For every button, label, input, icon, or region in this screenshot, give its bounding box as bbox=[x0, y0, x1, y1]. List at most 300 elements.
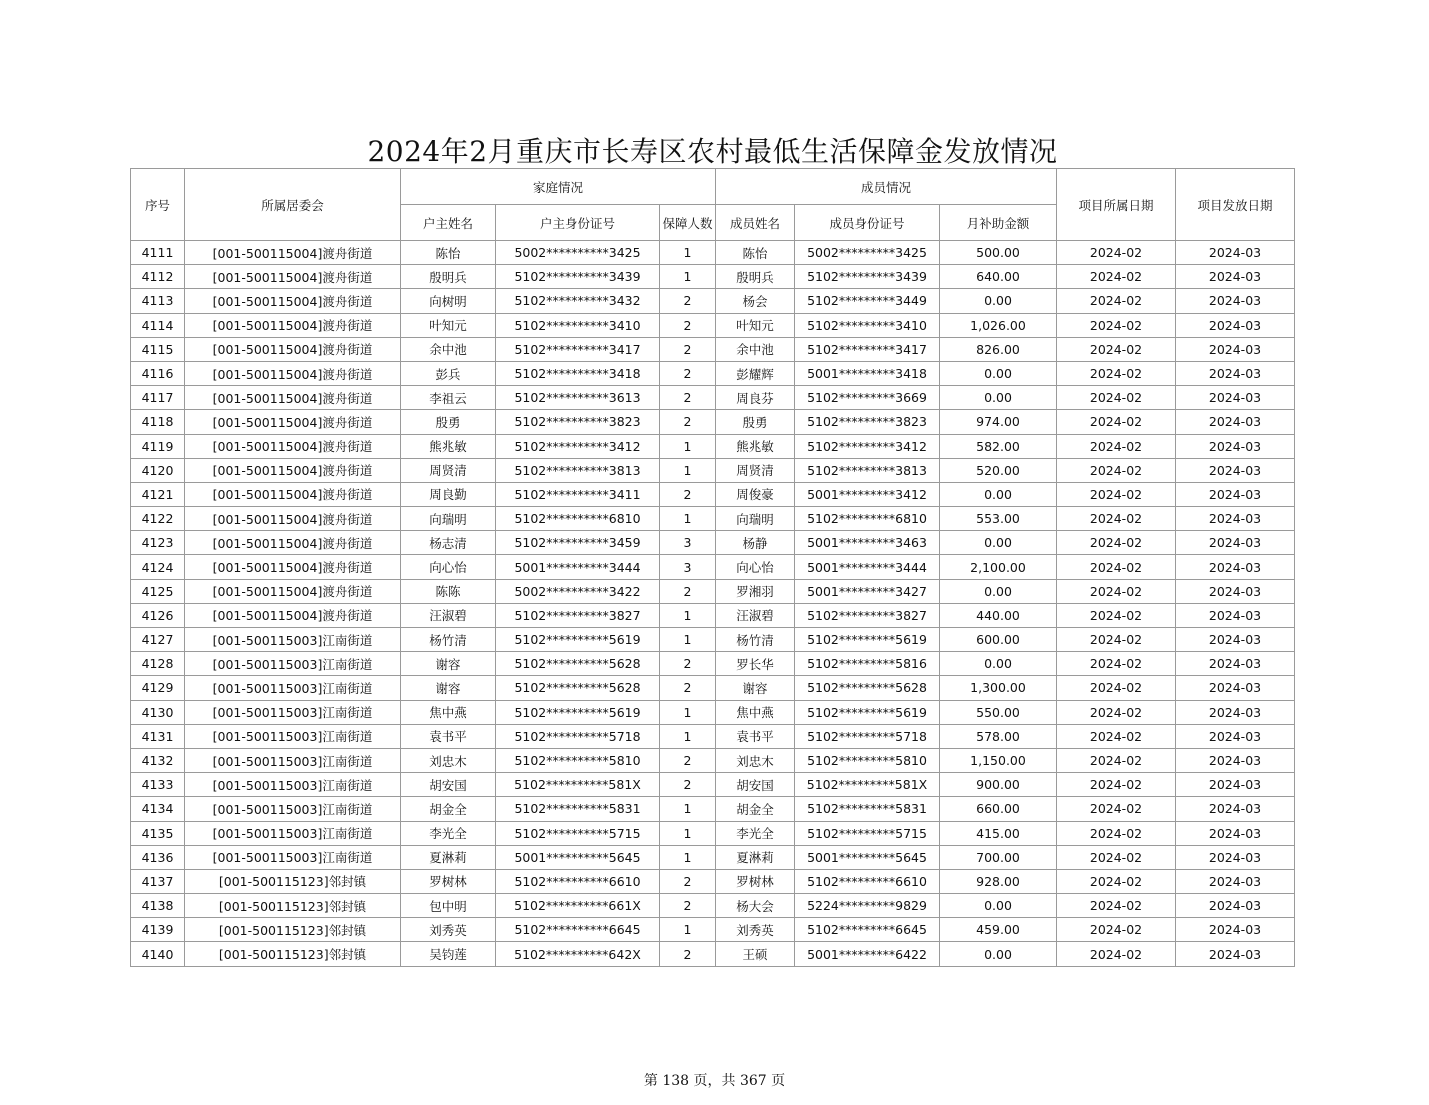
issue-date-cell: 2024-03 bbox=[1176, 579, 1295, 603]
monthly-amount-cell: 0.00 bbox=[940, 361, 1057, 385]
covered-count-cell: 1 bbox=[660, 700, 716, 724]
table-row bbox=[131, 845, 1295, 869]
seq-cell: 4139 bbox=[131, 918, 185, 942]
monthly-amount-cell: 900.00 bbox=[940, 773, 1057, 797]
monthly-amount-cell: 0.00 bbox=[940, 579, 1057, 603]
member-name-cell: 周良芬 bbox=[716, 386, 795, 410]
seq-cell: 4132 bbox=[131, 748, 185, 772]
head-name-cell: 殷勇 bbox=[401, 410, 496, 434]
member-id-cell: 5224*********9829 bbox=[795, 894, 940, 918]
seq-cell: 4119 bbox=[131, 434, 185, 458]
head-name-cell: 杨志清 bbox=[401, 531, 496, 555]
table-row bbox=[131, 942, 1295, 966]
header-project-date: 项目所属日期 bbox=[1057, 169, 1176, 241]
monthly-amount-cell: 0.00 bbox=[940, 894, 1057, 918]
covered-count-cell: 3 bbox=[660, 531, 716, 555]
member-name-cell: 向心怡 bbox=[716, 555, 795, 579]
project-date-cell: 2024-02 bbox=[1057, 942, 1176, 966]
issue-date-cell: 2024-03 bbox=[1176, 869, 1295, 893]
head-name-cell: 胡安国 bbox=[401, 773, 496, 797]
member-name-cell: 杨大会 bbox=[716, 894, 795, 918]
member-name-cell: 罗湘羽 bbox=[716, 579, 795, 603]
monthly-amount-cell: 0.00 bbox=[940, 652, 1057, 676]
header-row-1 bbox=[131, 169, 1295, 205]
head-id-cell: 5102**********5628 bbox=[496, 652, 660, 676]
covered-count-cell: 2 bbox=[660, 482, 716, 506]
table-row bbox=[131, 773, 1295, 797]
head-name-cell: 焦中燕 bbox=[401, 700, 496, 724]
head-name-cell: 余中池 bbox=[401, 337, 496, 361]
covered-count-cell: 1 bbox=[660, 724, 716, 748]
member-id-cell: 5102*********5619 bbox=[795, 628, 940, 652]
member-name-cell: 殷明兵 bbox=[716, 265, 795, 289]
table-row bbox=[131, 265, 1295, 289]
member-id-cell: 5102*********3827 bbox=[795, 603, 940, 627]
head-id-cell: 5102**********3412 bbox=[496, 434, 660, 458]
monthly-amount-cell: 578.00 bbox=[940, 724, 1057, 748]
member-name-cell: 焦中燕 bbox=[716, 700, 795, 724]
covered-count-cell: 1 bbox=[660, 628, 716, 652]
member-name-cell: 夏淋莉 bbox=[716, 845, 795, 869]
head-id-cell: 5102**********3411 bbox=[496, 482, 660, 506]
head-name-cell: 汪淑碧 bbox=[401, 603, 496, 627]
monthly-amount-cell: 520.00 bbox=[940, 458, 1057, 482]
member-id-cell: 5001*********3463 bbox=[795, 531, 940, 555]
monthly-amount-cell: 1,300.00 bbox=[940, 676, 1057, 700]
head-name-cell: 向瑞明 bbox=[401, 507, 496, 531]
monthly-amount-cell: 928.00 bbox=[940, 869, 1057, 893]
head-id-cell: 5002**********3422 bbox=[496, 579, 660, 603]
member-id-cell: 5102*********5718 bbox=[795, 724, 940, 748]
member-id-cell: 5002*********3425 bbox=[795, 241, 940, 265]
member-id-cell: 5102*********5715 bbox=[795, 821, 940, 845]
issue-date-cell: 2024-03 bbox=[1176, 773, 1295, 797]
committee-cell: [001-500115004]渡舟街道 bbox=[185, 531, 401, 555]
table-row bbox=[131, 797, 1295, 821]
project-date-cell: 2024-02 bbox=[1057, 410, 1176, 434]
covered-count-cell: 2 bbox=[660, 410, 716, 434]
monthly-amount-cell: 582.00 bbox=[940, 434, 1057, 458]
head-id-cell: 5102**********3827 bbox=[496, 603, 660, 627]
member-id-cell: 5001*********3427 bbox=[795, 579, 940, 603]
project-date-cell: 2024-02 bbox=[1057, 434, 1176, 458]
monthly-amount-cell: 974.00 bbox=[940, 410, 1057, 434]
committee-cell: [001-500115004]渡舟街道 bbox=[185, 555, 401, 579]
monthly-amount-cell: 1,150.00 bbox=[940, 748, 1057, 772]
member-name-cell: 胡金全 bbox=[716, 797, 795, 821]
monthly-amount-cell: 660.00 bbox=[940, 797, 1057, 821]
project-date-cell: 2024-02 bbox=[1057, 531, 1176, 555]
project-date-cell: 2024-02 bbox=[1057, 265, 1176, 289]
seq-cell: 4136 bbox=[131, 845, 185, 869]
head-id-cell: 5102**********5619 bbox=[496, 700, 660, 724]
issue-date-cell: 2024-03 bbox=[1176, 313, 1295, 337]
member-name-cell: 刘秀英 bbox=[716, 918, 795, 942]
header-head-name: 户主姓名 bbox=[401, 205, 496, 241]
monthly-amount-cell: 600.00 bbox=[940, 628, 1057, 652]
project-date-cell: 2024-02 bbox=[1057, 603, 1176, 627]
committee-cell: [001-500115004]渡舟街道 bbox=[185, 603, 401, 627]
member-name-cell: 杨会 bbox=[716, 289, 795, 313]
covered-count-cell: 2 bbox=[660, 313, 716, 337]
table-row bbox=[131, 579, 1295, 603]
issue-date-cell: 2024-03 bbox=[1176, 555, 1295, 579]
member-name-cell: 李光全 bbox=[716, 821, 795, 845]
member-name-cell: 罗长华 bbox=[716, 652, 795, 676]
head-name-cell: 向树明 bbox=[401, 289, 496, 313]
covered-count-cell: 1 bbox=[660, 507, 716, 531]
head-id-cell: 5102**********642X bbox=[496, 942, 660, 966]
header-monthly-amount: 月补助金额 bbox=[940, 205, 1057, 241]
monthly-amount-cell: 553.00 bbox=[940, 507, 1057, 531]
issue-date-cell: 2024-03 bbox=[1176, 724, 1295, 748]
member-id-cell: 5102*********5831 bbox=[795, 797, 940, 821]
monthly-amount-cell: 415.00 bbox=[940, 821, 1057, 845]
head-id-cell: 5102**********3432 bbox=[496, 289, 660, 313]
issue-date-cell: 2024-03 bbox=[1176, 337, 1295, 361]
member-id-cell: 5102*********3412 bbox=[795, 434, 940, 458]
member-name-cell: 袁书平 bbox=[716, 724, 795, 748]
head-id-cell: 5102**********6610 bbox=[496, 869, 660, 893]
member-name-cell: 周俊豪 bbox=[716, 482, 795, 506]
head-name-cell: 袁书平 bbox=[401, 724, 496, 748]
committee-cell: [001-500115123]邻封镇 bbox=[185, 869, 401, 893]
header-covered-count: 保障人数 bbox=[660, 205, 716, 241]
member-id-cell: 5102*********3410 bbox=[795, 313, 940, 337]
committee-cell: [001-500115003]江南街道 bbox=[185, 773, 401, 797]
covered-count-cell: 2 bbox=[660, 869, 716, 893]
committee-cell: [001-500115004]渡舟街道 bbox=[185, 337, 401, 361]
project-date-cell: 2024-02 bbox=[1057, 337, 1176, 361]
seq-cell: 4127 bbox=[131, 628, 185, 652]
seq-cell: 4125 bbox=[131, 579, 185, 603]
head-name-cell: 刘忠木 bbox=[401, 748, 496, 772]
project-date-cell: 2024-02 bbox=[1057, 894, 1176, 918]
member-id-cell: 5102*********6810 bbox=[795, 507, 940, 531]
table-row bbox=[131, 507, 1295, 531]
seq-cell: 4140 bbox=[131, 942, 185, 966]
covered-count-cell: 3 bbox=[660, 555, 716, 579]
monthly-amount-cell: 550.00 bbox=[940, 700, 1057, 724]
header-head-id: 户主身份证号 bbox=[496, 205, 660, 241]
issue-date-cell: 2024-03 bbox=[1176, 821, 1295, 845]
monthly-amount-cell: 500.00 bbox=[940, 241, 1057, 265]
covered-count-cell: 2 bbox=[660, 748, 716, 772]
table-row bbox=[131, 386, 1295, 410]
seq-cell: 4131 bbox=[131, 724, 185, 748]
issue-date-cell: 2024-03 bbox=[1176, 942, 1295, 966]
member-name-cell: 胡安国 bbox=[716, 773, 795, 797]
head-name-cell: 谢容 bbox=[401, 676, 496, 700]
seq-cell: 4128 bbox=[131, 652, 185, 676]
head-id-cell: 5102**********5715 bbox=[496, 821, 660, 845]
monthly-amount-cell: 459.00 bbox=[940, 918, 1057, 942]
seq-cell: 4114 bbox=[131, 313, 185, 337]
table-row bbox=[131, 361, 1295, 385]
seq-cell: 4133 bbox=[131, 773, 185, 797]
member-name-cell: 谢容 bbox=[716, 676, 795, 700]
committee-cell: [001-500115004]渡舟街道 bbox=[185, 507, 401, 531]
committee-cell: [001-500115003]江南街道 bbox=[185, 821, 401, 845]
member-id-cell: 5102*********5816 bbox=[795, 652, 940, 676]
table-row bbox=[131, 628, 1295, 652]
committee-cell: [001-500115004]渡舟街道 bbox=[185, 386, 401, 410]
project-date-cell: 2024-02 bbox=[1057, 748, 1176, 772]
head-name-cell: 包中明 bbox=[401, 894, 496, 918]
seq-cell: 4115 bbox=[131, 337, 185, 361]
monthly-amount-cell: 0.00 bbox=[940, 289, 1057, 313]
committee-cell: [001-500115004]渡舟街道 bbox=[185, 410, 401, 434]
seq-cell: 4113 bbox=[131, 289, 185, 313]
head-name-cell: 殷明兵 bbox=[401, 265, 496, 289]
seq-cell: 4112 bbox=[131, 265, 185, 289]
covered-count-cell: 2 bbox=[660, 361, 716, 385]
covered-count-cell: 2 bbox=[660, 337, 716, 361]
table-row bbox=[131, 748, 1295, 772]
monthly-amount-cell: 2,100.00 bbox=[940, 555, 1057, 579]
issue-date-cell: 2024-03 bbox=[1176, 241, 1295, 265]
project-date-cell: 2024-02 bbox=[1057, 361, 1176, 385]
head-name-cell: 夏淋莉 bbox=[401, 845, 496, 869]
member-id-cell: 5001*********3412 bbox=[795, 482, 940, 506]
monthly-amount-cell: 440.00 bbox=[940, 603, 1057, 627]
seq-cell: 4111 bbox=[131, 241, 185, 265]
head-id-cell: 5102**********5831 bbox=[496, 797, 660, 821]
head-name-cell: 周良勤 bbox=[401, 482, 496, 506]
committee-cell: [001-500115004]渡舟街道 bbox=[185, 361, 401, 385]
head-name-cell: 彭兵 bbox=[401, 361, 496, 385]
member-name-cell: 叶知元 bbox=[716, 313, 795, 337]
member-id-cell: 5102*********5619 bbox=[795, 700, 940, 724]
header-seq: 序号 bbox=[131, 169, 185, 241]
member-id-cell: 5001*********3444 bbox=[795, 555, 940, 579]
seq-cell: 4117 bbox=[131, 386, 185, 410]
head-id-cell: 5102**********5619 bbox=[496, 628, 660, 652]
issue-date-cell: 2024-03 bbox=[1176, 797, 1295, 821]
covered-count-cell: 2 bbox=[660, 652, 716, 676]
monthly-amount-cell: 0.00 bbox=[940, 531, 1057, 555]
member-id-cell: 5001*********6422 bbox=[795, 942, 940, 966]
table-row bbox=[131, 410, 1295, 434]
project-date-cell: 2024-02 bbox=[1057, 289, 1176, 313]
table-row bbox=[131, 289, 1295, 313]
head-name-cell: 谢容 bbox=[401, 652, 496, 676]
head-id-cell: 5102**********6810 bbox=[496, 507, 660, 531]
monthly-amount-cell: 826.00 bbox=[940, 337, 1057, 361]
member-name-cell: 余中池 bbox=[716, 337, 795, 361]
covered-count-cell: 2 bbox=[660, 773, 716, 797]
covered-count-cell: 2 bbox=[660, 386, 716, 410]
covered-count-cell: 1 bbox=[660, 434, 716, 458]
seq-cell: 4138 bbox=[131, 894, 185, 918]
covered-count-cell: 1 bbox=[660, 241, 716, 265]
issue-date-cell: 2024-03 bbox=[1176, 603, 1295, 627]
table-row bbox=[131, 603, 1295, 627]
head-id-cell: 5102**********3418 bbox=[496, 361, 660, 385]
member-name-cell: 王硕 bbox=[716, 942, 795, 966]
issue-date-cell: 2024-03 bbox=[1176, 531, 1295, 555]
table-row bbox=[131, 652, 1295, 676]
member-id-cell: 5102*********5810 bbox=[795, 748, 940, 772]
issue-date-cell: 2024-03 bbox=[1176, 652, 1295, 676]
issue-date-cell: 2024-03 bbox=[1176, 361, 1295, 385]
project-date-cell: 2024-02 bbox=[1057, 821, 1176, 845]
member-id-cell: 5102*********5628 bbox=[795, 676, 940, 700]
header-member-name: 成员姓名 bbox=[716, 205, 795, 241]
project-date-cell: 2024-02 bbox=[1057, 482, 1176, 506]
project-date-cell: 2024-02 bbox=[1057, 579, 1176, 603]
committee-cell: [001-500115004]渡舟街道 bbox=[185, 434, 401, 458]
committee-cell: [001-500115003]江南街道 bbox=[185, 652, 401, 676]
member-name-cell: 周贤清 bbox=[716, 458, 795, 482]
issue-date-cell: 2024-03 bbox=[1176, 676, 1295, 700]
head-name-cell: 李光全 bbox=[401, 821, 496, 845]
head-id-cell: 5102**********3613 bbox=[496, 386, 660, 410]
seq-cell: 4124 bbox=[131, 555, 185, 579]
project-date-cell: 2024-02 bbox=[1057, 869, 1176, 893]
head-id-cell: 5102**********3439 bbox=[496, 265, 660, 289]
header-member-id: 成员身份证号 bbox=[795, 205, 940, 241]
seq-cell: 4122 bbox=[131, 507, 185, 531]
head-id-cell: 5001**********3444 bbox=[496, 555, 660, 579]
member-id-cell: 5102*********6610 bbox=[795, 869, 940, 893]
project-date-cell: 2024-02 bbox=[1057, 628, 1176, 652]
member-name-cell: 向瑞明 bbox=[716, 507, 795, 531]
header-family-group: 家庭情况 bbox=[401, 169, 716, 205]
issue-date-cell: 2024-03 bbox=[1176, 434, 1295, 458]
project-date-cell: 2024-02 bbox=[1057, 724, 1176, 748]
seq-cell: 4120 bbox=[131, 458, 185, 482]
issue-date-cell: 2024-03 bbox=[1176, 289, 1295, 313]
header-member-group: 成员情况 bbox=[716, 169, 1057, 205]
head-id-cell: 5102**********5628 bbox=[496, 676, 660, 700]
head-name-cell: 杨竹清 bbox=[401, 628, 496, 652]
member-id-cell: 5102*********581X bbox=[795, 773, 940, 797]
head-name-cell: 陈怡 bbox=[401, 241, 496, 265]
member-id-cell: 5001*********3418 bbox=[795, 361, 940, 385]
issue-date-cell: 2024-03 bbox=[1176, 845, 1295, 869]
seq-cell: 4126 bbox=[131, 603, 185, 627]
project-date-cell: 2024-02 bbox=[1057, 507, 1176, 531]
issue-date-cell: 2024-03 bbox=[1176, 700, 1295, 724]
covered-count-cell: 2 bbox=[660, 289, 716, 313]
committee-cell: [001-500115004]渡舟街道 bbox=[185, 458, 401, 482]
project-date-cell: 2024-02 bbox=[1057, 918, 1176, 942]
member-id-cell: 5001*********5645 bbox=[795, 845, 940, 869]
covered-count-cell: 2 bbox=[660, 676, 716, 700]
member-id-cell: 5102*********6645 bbox=[795, 918, 940, 942]
project-date-cell: 2024-02 bbox=[1057, 313, 1176, 337]
covered-count-cell: 2 bbox=[660, 894, 716, 918]
project-date-cell: 2024-02 bbox=[1057, 458, 1176, 482]
table-row bbox=[131, 821, 1295, 845]
monthly-amount-cell: 0.00 bbox=[940, 942, 1057, 966]
table-body bbox=[131, 241, 1295, 967]
committee-cell: [001-500115123]邻封镇 bbox=[185, 942, 401, 966]
covered-count-cell: 1 bbox=[660, 458, 716, 482]
committee-cell: [001-500115123]邻封镇 bbox=[185, 894, 401, 918]
issue-date-cell: 2024-03 bbox=[1176, 748, 1295, 772]
table-row bbox=[131, 555, 1295, 579]
seq-cell: 4135 bbox=[131, 821, 185, 845]
covered-count-cell: 1 bbox=[660, 918, 716, 942]
table-row bbox=[131, 434, 1295, 458]
committee-cell: [001-500115004]渡舟街道 bbox=[185, 289, 401, 313]
table-row bbox=[131, 337, 1295, 361]
committee-cell: [001-500115123]邻封镇 bbox=[185, 918, 401, 942]
committee-cell: [001-500115003]江南街道 bbox=[185, 748, 401, 772]
head-name-cell: 向心怡 bbox=[401, 555, 496, 579]
header-issue-date: 项目发放日期 bbox=[1176, 169, 1295, 241]
issue-date-cell: 2024-03 bbox=[1176, 265, 1295, 289]
member-id-cell: 5102*********3439 bbox=[795, 265, 940, 289]
covered-count-cell: 1 bbox=[660, 821, 716, 845]
member-id-cell: 5102*********3823 bbox=[795, 410, 940, 434]
seq-cell: 4123 bbox=[131, 531, 185, 555]
covered-count-cell: 1 bbox=[660, 797, 716, 821]
committee-cell: [001-500115003]江南街道 bbox=[185, 676, 401, 700]
head-id-cell: 5102**********3459 bbox=[496, 531, 660, 555]
monthly-amount-cell: 0.00 bbox=[940, 386, 1057, 410]
head-name-cell: 罗树林 bbox=[401, 869, 496, 893]
covered-count-cell: 2 bbox=[660, 579, 716, 603]
monthly-amount-cell: 640.00 bbox=[940, 265, 1057, 289]
issue-date-cell: 2024-03 bbox=[1176, 482, 1295, 506]
member-name-cell: 熊兆敏 bbox=[716, 434, 795, 458]
page-title: 2024年2月重庆市长寿区农村最低生活保障金发放情况 bbox=[367, 135, 1058, 168]
project-date-cell: 2024-02 bbox=[1057, 386, 1176, 410]
table-row bbox=[131, 918, 1295, 942]
covered-count-cell: 2 bbox=[660, 942, 716, 966]
head-id-cell: 5102**********661X bbox=[496, 894, 660, 918]
table-row bbox=[131, 531, 1295, 555]
committee-cell: [001-500115003]江南街道 bbox=[185, 628, 401, 652]
head-name-cell: 吴钧莲 bbox=[401, 942, 496, 966]
seq-cell: 4129 bbox=[131, 676, 185, 700]
head-name-cell: 熊兆敏 bbox=[401, 434, 496, 458]
table-row bbox=[131, 894, 1295, 918]
issue-date-cell: 2024-03 bbox=[1176, 410, 1295, 434]
table-row bbox=[131, 724, 1295, 748]
project-date-cell: 2024-02 bbox=[1057, 700, 1176, 724]
project-date-cell: 2024-02 bbox=[1057, 241, 1176, 265]
header-committee: 所属居委会 bbox=[185, 169, 401, 241]
project-date-cell: 2024-02 bbox=[1057, 845, 1176, 869]
table-row bbox=[131, 700, 1295, 724]
issue-date-cell: 2024-03 bbox=[1176, 628, 1295, 652]
committee-cell: [001-500115003]江南街道 bbox=[185, 700, 401, 724]
table-row bbox=[131, 482, 1295, 506]
committee-cell: [001-500115003]江南街道 bbox=[185, 724, 401, 748]
head-name-cell: 胡金全 bbox=[401, 797, 496, 821]
seq-cell: 4121 bbox=[131, 482, 185, 506]
head-id-cell: 5102**********3410 bbox=[496, 313, 660, 337]
member-id-cell: 5102*********3669 bbox=[795, 386, 940, 410]
member-name-cell: 刘忠木 bbox=[716, 748, 795, 772]
member-id-cell: 5102*********3417 bbox=[795, 337, 940, 361]
seq-cell: 4118 bbox=[131, 410, 185, 434]
page-footer: 第 138 页，共 367 页 bbox=[643, 1073, 786, 1089]
head-name-cell: 陈陈 bbox=[401, 579, 496, 603]
monthly-amount-cell: 1,026.00 bbox=[940, 313, 1057, 337]
project-date-cell: 2024-02 bbox=[1057, 773, 1176, 797]
committee-cell: [001-500115003]江南街道 bbox=[185, 845, 401, 869]
seq-cell: 4137 bbox=[131, 869, 185, 893]
table-row bbox=[131, 241, 1295, 265]
covered-count-cell: 1 bbox=[660, 603, 716, 627]
table-row bbox=[131, 458, 1295, 482]
head-id-cell: 5102**********5810 bbox=[496, 748, 660, 772]
